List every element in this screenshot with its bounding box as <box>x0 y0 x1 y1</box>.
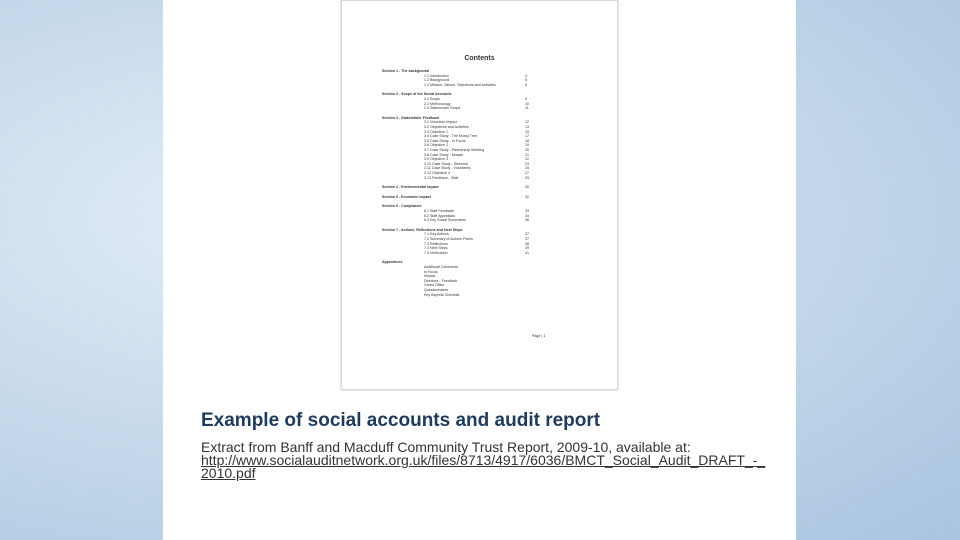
table-of-contents <box>342 1 617 389</box>
toc-entry-label: Directors - Feedback <box>424 278 458 283</box>
toc-page-number: 39 <box>525 246 529 251</box>
toc-entry-label: Green Office <box>424 283 445 288</box>
toc-entry <box>424 153 463 157</box>
toc-entry-label: 3.11 Case Study - Volunteers <box>424 166 471 171</box>
toc-entry <box>424 265 458 269</box>
toc-entry <box>424 143 448 147</box>
caption-text <box>201 441 766 480</box>
toc-entry <box>424 134 477 138</box>
toc-entry-label: 7.1 Key Actions <box>424 232 449 237</box>
toc-entry-label: 1.1 Introduction <box>424 73 449 78</box>
toc-page-number: 18 <box>525 138 529 143</box>
toc-entry-label: 7.4 Next Steps <box>424 246 448 251</box>
toc-entry-label: 3.12 Objective 4 <box>424 171 450 175</box>
toc-entry <box>424 288 448 292</box>
toc-page-number: 37 <box>525 232 529 237</box>
toc-entry <box>424 102 451 106</box>
toc-entry-label: 3.3 Objective 1 <box>424 129 448 134</box>
toc-entry <box>424 106 460 110</box>
toc-entry-label: 3.10 Case Study - Directors <box>424 161 469 166</box>
toc-entry <box>424 246 448 250</box>
toc-entry-label: 7.5 Verification <box>424 250 448 255</box>
toc-entry-label: 3.8 Case Study - Mosaic <box>424 152 464 157</box>
toc-entry <box>424 171 450 175</box>
toc-page-number: 30 <box>525 185 529 190</box>
toc-entry <box>424 214 455 218</box>
toc-entry-label: 3.2 Objectives and Activities <box>424 125 469 129</box>
toc-entry <box>424 209 454 213</box>
toc-entry-label: Questionnaires <box>424 288 449 292</box>
toc-section-heading <box>382 260 402 264</box>
toc-entry <box>424 218 466 222</box>
toc-entry <box>424 130 448 134</box>
toc-section-heading <box>382 195 431 199</box>
toc-page-number: 17 <box>525 134 529 139</box>
toc-entry <box>424 148 484 152</box>
toc-entry <box>424 237 473 241</box>
caption-description: Extract from Banff and Macduff Community Trust Report, 2009-10, available at: <box>201 439 691 455</box>
toc-entry <box>424 162 468 166</box>
toc-page-number: 33 <box>525 209 529 213</box>
toc-entry <box>424 166 470 170</box>
toc-entry <box>424 139 466 143</box>
toc-entry-label: 3.6 Objective 2 <box>424 143 448 148</box>
toc-entry-label: Key Aspects Checklist <box>424 292 460 297</box>
toc-page-number: 34 <box>525 213 529 218</box>
toc-page-number: 29 <box>525 175 529 180</box>
toc-page-number: 11 <box>525 106 529 111</box>
toc-page-number: 37 <box>525 237 529 241</box>
toc-entry <box>424 270 438 274</box>
toc-entry-label: 2.1 Scope <box>424 97 441 101</box>
toc-entry-label: 3.5 Case Study - In Focus <box>424 138 466 143</box>
toc-page-number: 15 <box>525 129 529 134</box>
toc-entry <box>424 283 444 287</box>
toc-entry <box>424 74 449 78</box>
toc-entry-label: 6.3 Key Social Summaries <box>424 218 467 223</box>
toc-page-number: 38 <box>525 241 529 246</box>
toc-entry-label: 3.1 Volunteer Impact <box>424 120 457 125</box>
toc-page-number: 10 <box>525 101 529 106</box>
toc-page-number: 19 <box>525 143 529 148</box>
toc-page-number: 20 <box>525 148 529 152</box>
toc-entry <box>424 157 448 161</box>
toc-entry <box>424 251 448 255</box>
toc-entry-label: 2.3 Stakeholder Scope <box>424 106 461 111</box>
toc-entry-label: Section 6 - Compliance <box>382 204 422 209</box>
toc-entry-label: In Focus <box>424 269 438 274</box>
toc-entry-label: 6.2 Staff Appraisals <box>424 213 455 218</box>
toc-entry <box>424 242 448 246</box>
toc-page-number: 9 <box>525 97 527 101</box>
toc-entry <box>424 78 449 82</box>
toc-section-heading <box>382 228 463 232</box>
toc-page-number: 6 <box>525 82 527 87</box>
toc-entry-label: Section 4 - Environmental Impact <box>382 185 439 190</box>
toc-entry-label: Additional Comments <box>424 265 459 269</box>
toc-entry <box>424 293 459 297</box>
page-number: Page | 1 <box>532 334 546 338</box>
toc-entry-label: 3.4 Case Study - The Moray Tree <box>424 134 478 139</box>
toc-entry-label: Section 2 - Scope of the Social Accounts <box>382 92 452 97</box>
toc-entry-label: Section 5 - Economic Impact <box>382 194 431 199</box>
toc-entry-label: 3.9 Objective 3 <box>424 157 448 162</box>
toc-entry-label: Section 1 - The background <box>382 69 430 73</box>
toc-entry <box>424 274 435 278</box>
toc-entry <box>424 279 457 283</box>
toc-page-number: 22 <box>525 157 529 162</box>
toc-page-number: 21 <box>525 152 529 157</box>
toc-page-number: 24 <box>525 161 529 166</box>
toc-page-number: 27 <box>525 171 529 175</box>
toc-page-number: 13 <box>525 125 529 129</box>
toc-entry-label: 1.3 Mission, Values, Objectives and Activities <box>424 82 496 87</box>
toc-section-heading <box>382 185 439 189</box>
toc-entry-label: 7.2 Summary of Actions Points <box>424 237 473 241</box>
toc-page-number: 25 <box>525 166 529 171</box>
toc-section-heading <box>382 92 452 96</box>
toc-page-number: 32 <box>525 194 529 199</box>
toc-entry <box>424 176 458 180</box>
toc-entry-label: Section 7 - Actions, Reflections and Next Steps <box>382 227 463 232</box>
toc-entry-label: 7.3 Reflections <box>424 241 448 246</box>
toc-entry-label: Appendices <box>382 260 403 265</box>
toc-entry <box>424 125 469 129</box>
toc-entry-label: Mosaic <box>424 274 436 279</box>
document-title: Contents <box>464 55 495 62</box>
toc-entry <box>424 97 440 101</box>
toc-entry <box>424 232 449 236</box>
toc-section-heading <box>382 116 439 120</box>
toc-entry <box>424 120 457 124</box>
toc-page-number: 36 <box>525 218 529 223</box>
toc-entry-label: 3.13 Feedback - Staff <box>424 175 459 180</box>
toc-entry-label: 2.2 Methodology <box>424 101 451 106</box>
toc-page-number: 41 <box>525 250 529 255</box>
toc-entry-label: 3.7 Case Study - Partnership Working <box>424 148 485 152</box>
toc-section-heading <box>382 204 422 208</box>
toc-entry-label: 6.1 Staff Feedback <box>424 209 455 213</box>
toc-entry <box>424 83 496 87</box>
toc-page-number: 4 <box>525 73 527 78</box>
toc-page-number: 12 <box>525 120 529 125</box>
toc-page-number: 5 <box>525 78 527 83</box>
source-link[interactable]: http://www.socialauditnetwork.org.uk/files/8713/4917/6036/BMCT_Social_Audit_DRAFT_-_2010.pdf <box>201 452 766 481</box>
toc-entry-label: Section 3 - Stakeholder Feedback <box>382 115 440 120</box>
toc-section-heading <box>382 69 429 73</box>
caption-title: Example of social accounts and audit report <box>201 410 601 431</box>
document-page-image <box>341 0 618 390</box>
toc-entry-label: 1.2 Background <box>424 78 450 83</box>
